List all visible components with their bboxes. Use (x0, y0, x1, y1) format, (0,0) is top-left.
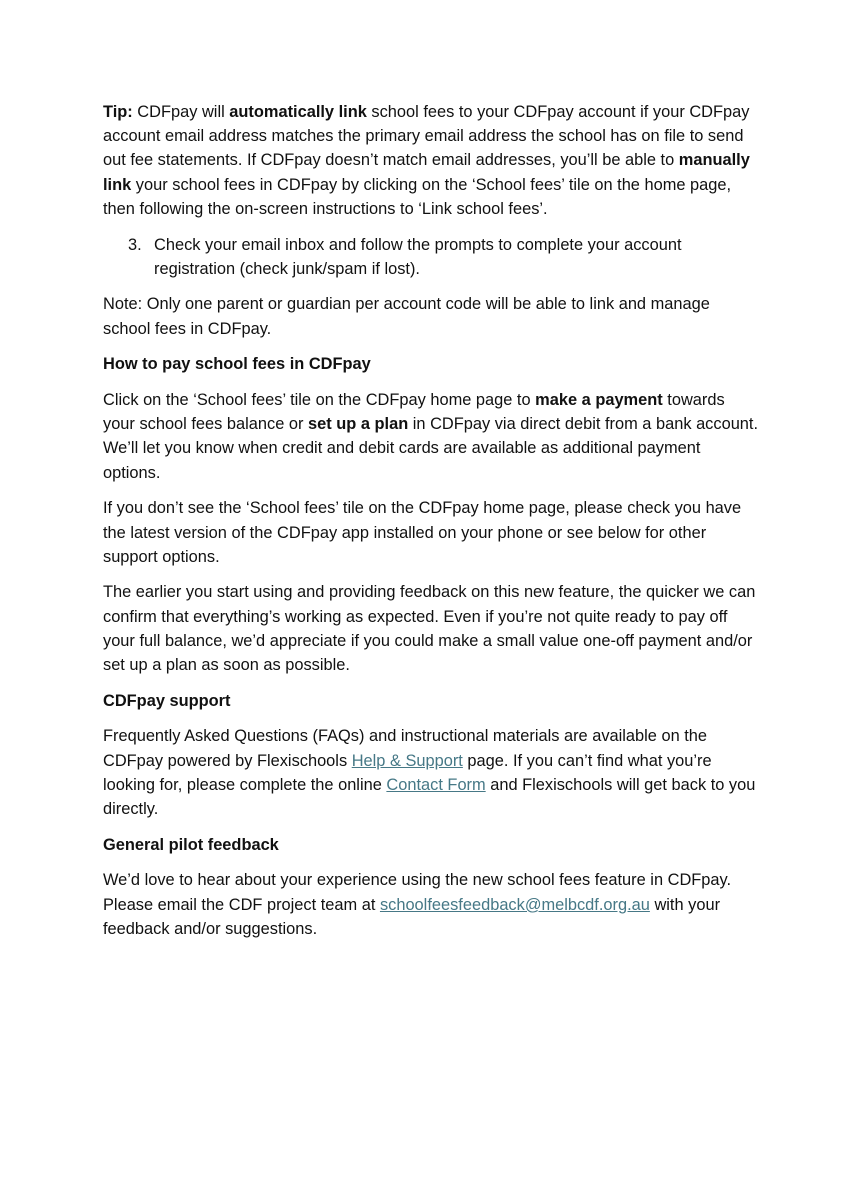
support-paragraph (103, 724, 759, 821)
steps-list (103, 233, 759, 281)
support-section-heading: CDFpay support (103, 691, 231, 710)
step-number: 3. (128, 235, 142, 254)
tip-text-3: your school fees in CDFpay by clicking on the ‘School fees’ tile on the home page, then following the on-screen instructions to ‘Link school fees’. (103, 175, 732, 218)
feedback-email-link[interactable]: schoolfeesfeedback@melbcdf.org.au (379, 895, 650, 914)
pay-text-2: towards your school fees balance or (103, 391, 725, 434)
support-text-2: page. If you can’t find what you’re looking for, please complete the online (103, 751, 712, 794)
feedback-text-2: with your feedback and/or suggestions. (103, 895, 721, 938)
pay-paragraph-2: If you don’t see the ‘School fees’ tile on the CDFpay home page, please check you have the latest version of the CDFpay app installed on your phone or see below for other support options. (103, 499, 742, 566)
support-text-1: Frequently Asked Questions (FAQs) and instructional materials are available on the CDFpay powered by Flexischools (103, 727, 708, 770)
contact-form-link[interactable]: Contact Form (386, 775, 486, 794)
tip-text-2: school fees to your CDFpay account if your CDFpay account email address matches the primary email address the school has on file to send out fee statements. If CDFpay doesn’t match email addresses, you’ll be able to (103, 103, 750, 170)
set-up-plan-bold: set up a plan (308, 415, 409, 434)
list-item (103, 233, 759, 281)
feedback-text-1: We’d love to hear about your experience using the new school fees feature in CDFpay. Please email the CDF project team at (103, 871, 732, 914)
feedback-section-heading: General pilot feedback (103, 835, 279, 854)
support-text-3: and Flexischools will get back to you directly. (103, 775, 756, 819)
pay-text-1: Click on the ‘School fees’ tile on the CDFpay home page to (103, 391, 536, 410)
tip-label: Tip: (103, 103, 133, 121)
tip-manually-link: manually link (103, 151, 750, 194)
tip-automatically-link: automatically link (229, 103, 367, 121)
pay-paragraph-1 (103, 388, 759, 485)
make-payment-bold: make a payment (535, 391, 663, 410)
pay-paragraph-3: The earlier you start using and providing feedback on this new feature, the quicker we can confirm that everything’s working as expected. Even if you’re not quite ready to pay off your full balance, we’d appreciate if you could make a small value one-off payment and/or set up a plan as soon as possible. (103, 583, 756, 675)
note-paragraph: Note: Only one parent or guardian per account code will be able to link and manage school fees in CDFpay. (103, 295, 710, 338)
tip-paragraph (103, 100, 759, 221)
step-text: Check your email inbox and follow the prompts to complete your account registration (check junk/spam if lost). (154, 235, 682, 278)
feedback-paragraph (103, 868, 759, 941)
pay-text-3: in CDFpay via direct debit from a bank account. We’ll let you know when credit and debit cards are available as additional payment options. (103, 415, 759, 482)
help-support-link[interactable]: Help & Support (351, 751, 463, 770)
tip-text-1: CDFpay will (132, 103, 230, 121)
pay-section-heading: How to pay school fees in CDFpay (103, 355, 371, 374)
